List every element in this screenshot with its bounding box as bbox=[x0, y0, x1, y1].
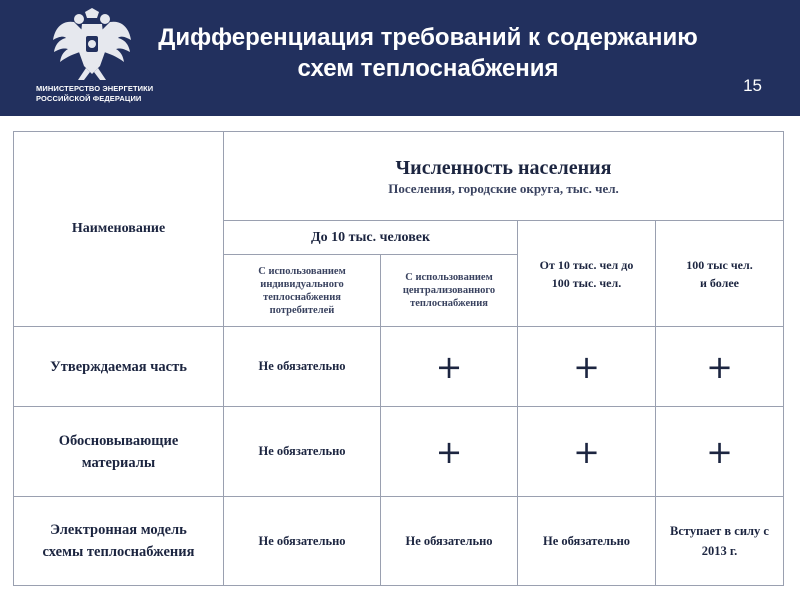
row-name-electronic-model bbox=[14, 497, 224, 586]
range-100-plus-header bbox=[656, 221, 784, 327]
ministry-line-2: РОССИЙСКОЙ ФЕДЕРАЦИИ bbox=[36, 94, 142, 103]
header-row-1 bbox=[14, 132, 784, 221]
plus-mark: + bbox=[381, 407, 518, 497]
range-10-100-line-1: От 10 тыс. чел до bbox=[539, 257, 634, 272]
table-cell: Не обязательно bbox=[381, 497, 518, 586]
row-name-line: материалы bbox=[81, 454, 156, 471]
table-cell: Не обязательно bbox=[224, 407, 381, 497]
table-cell: Не обязательно bbox=[224, 497, 381, 586]
slide-title bbox=[118, 22, 738, 84]
name-column-header: Наименование bbox=[14, 132, 224, 327]
central-heat-header bbox=[381, 255, 518, 327]
range-10-100-line-2: 100 тыс. чел. bbox=[551, 275, 622, 290]
individual-heat-line-4: потребителей bbox=[269, 304, 335, 316]
header-band bbox=[0, 0, 800, 116]
row-name-approved-part bbox=[14, 327, 224, 407]
up-to-10k-header: До 10 тыс. человек bbox=[224, 221, 518, 255]
plus-mark: + bbox=[518, 407, 656, 497]
individual-heat-line-1: С использованием bbox=[258, 265, 346, 277]
table-cell: Не обязательно bbox=[518, 497, 656, 586]
individual-heat-line-2: индивидуального bbox=[260, 278, 344, 290]
table-cell: Не обязательно bbox=[224, 327, 381, 407]
table-row bbox=[14, 327, 784, 407]
slide-title-line-1: Дифференциация требований к содержанию bbox=[158, 24, 698, 51]
row-name-line: Электронная модель bbox=[50, 522, 187, 538]
ministry-line-1: МИНИСТЕРСТВО ЭНЕРГЕТИКИ bbox=[36, 84, 154, 93]
plus-mark: + bbox=[656, 407, 784, 497]
population-header: Численность населения bbox=[395, 157, 612, 179]
central-heat-line-2: централизованного bbox=[402, 285, 496, 296]
plus-mark: + bbox=[518, 327, 656, 407]
row-name-supporting-materials bbox=[14, 407, 224, 497]
requirements-table-wrapper bbox=[13, 131, 784, 586]
central-heat-line-3: теплоснабжения bbox=[410, 298, 488, 309]
plus-mark: + bbox=[381, 327, 518, 407]
table-cell: Вступает в силу с 2013 г. bbox=[656, 497, 784, 586]
ministry-caption bbox=[36, 84, 166, 104]
table-row bbox=[14, 407, 784, 497]
plus-mark: + bbox=[656, 327, 784, 407]
slide-number: 15 bbox=[743, 76, 762, 95]
range-100-plus-line-1: 100 тыс чел. bbox=[686, 257, 753, 272]
row-name-line: схемы теплоснабжения bbox=[42, 544, 195, 560]
central-heat-line-1: С использованием bbox=[405, 272, 493, 283]
row-name-line: Утверждаемая часть bbox=[50, 358, 187, 375]
slide-title-line-2: схем теплоснабжения bbox=[297, 55, 559, 82]
population-header-cell bbox=[224, 132, 784, 221]
requirements-table bbox=[13, 131, 784, 586]
individual-heat-header bbox=[224, 255, 381, 327]
population-subheader: Поселения, городские округа, тыс. чел. bbox=[388, 181, 619, 196]
table-row bbox=[14, 497, 784, 586]
row-name-line: Обосновывающие bbox=[58, 432, 179, 449]
individual-heat-line-3: теплоснабжения bbox=[263, 291, 341, 303]
range-10-100-header bbox=[518, 221, 656, 327]
range-100-plus-line-2: и более bbox=[700, 275, 739, 290]
